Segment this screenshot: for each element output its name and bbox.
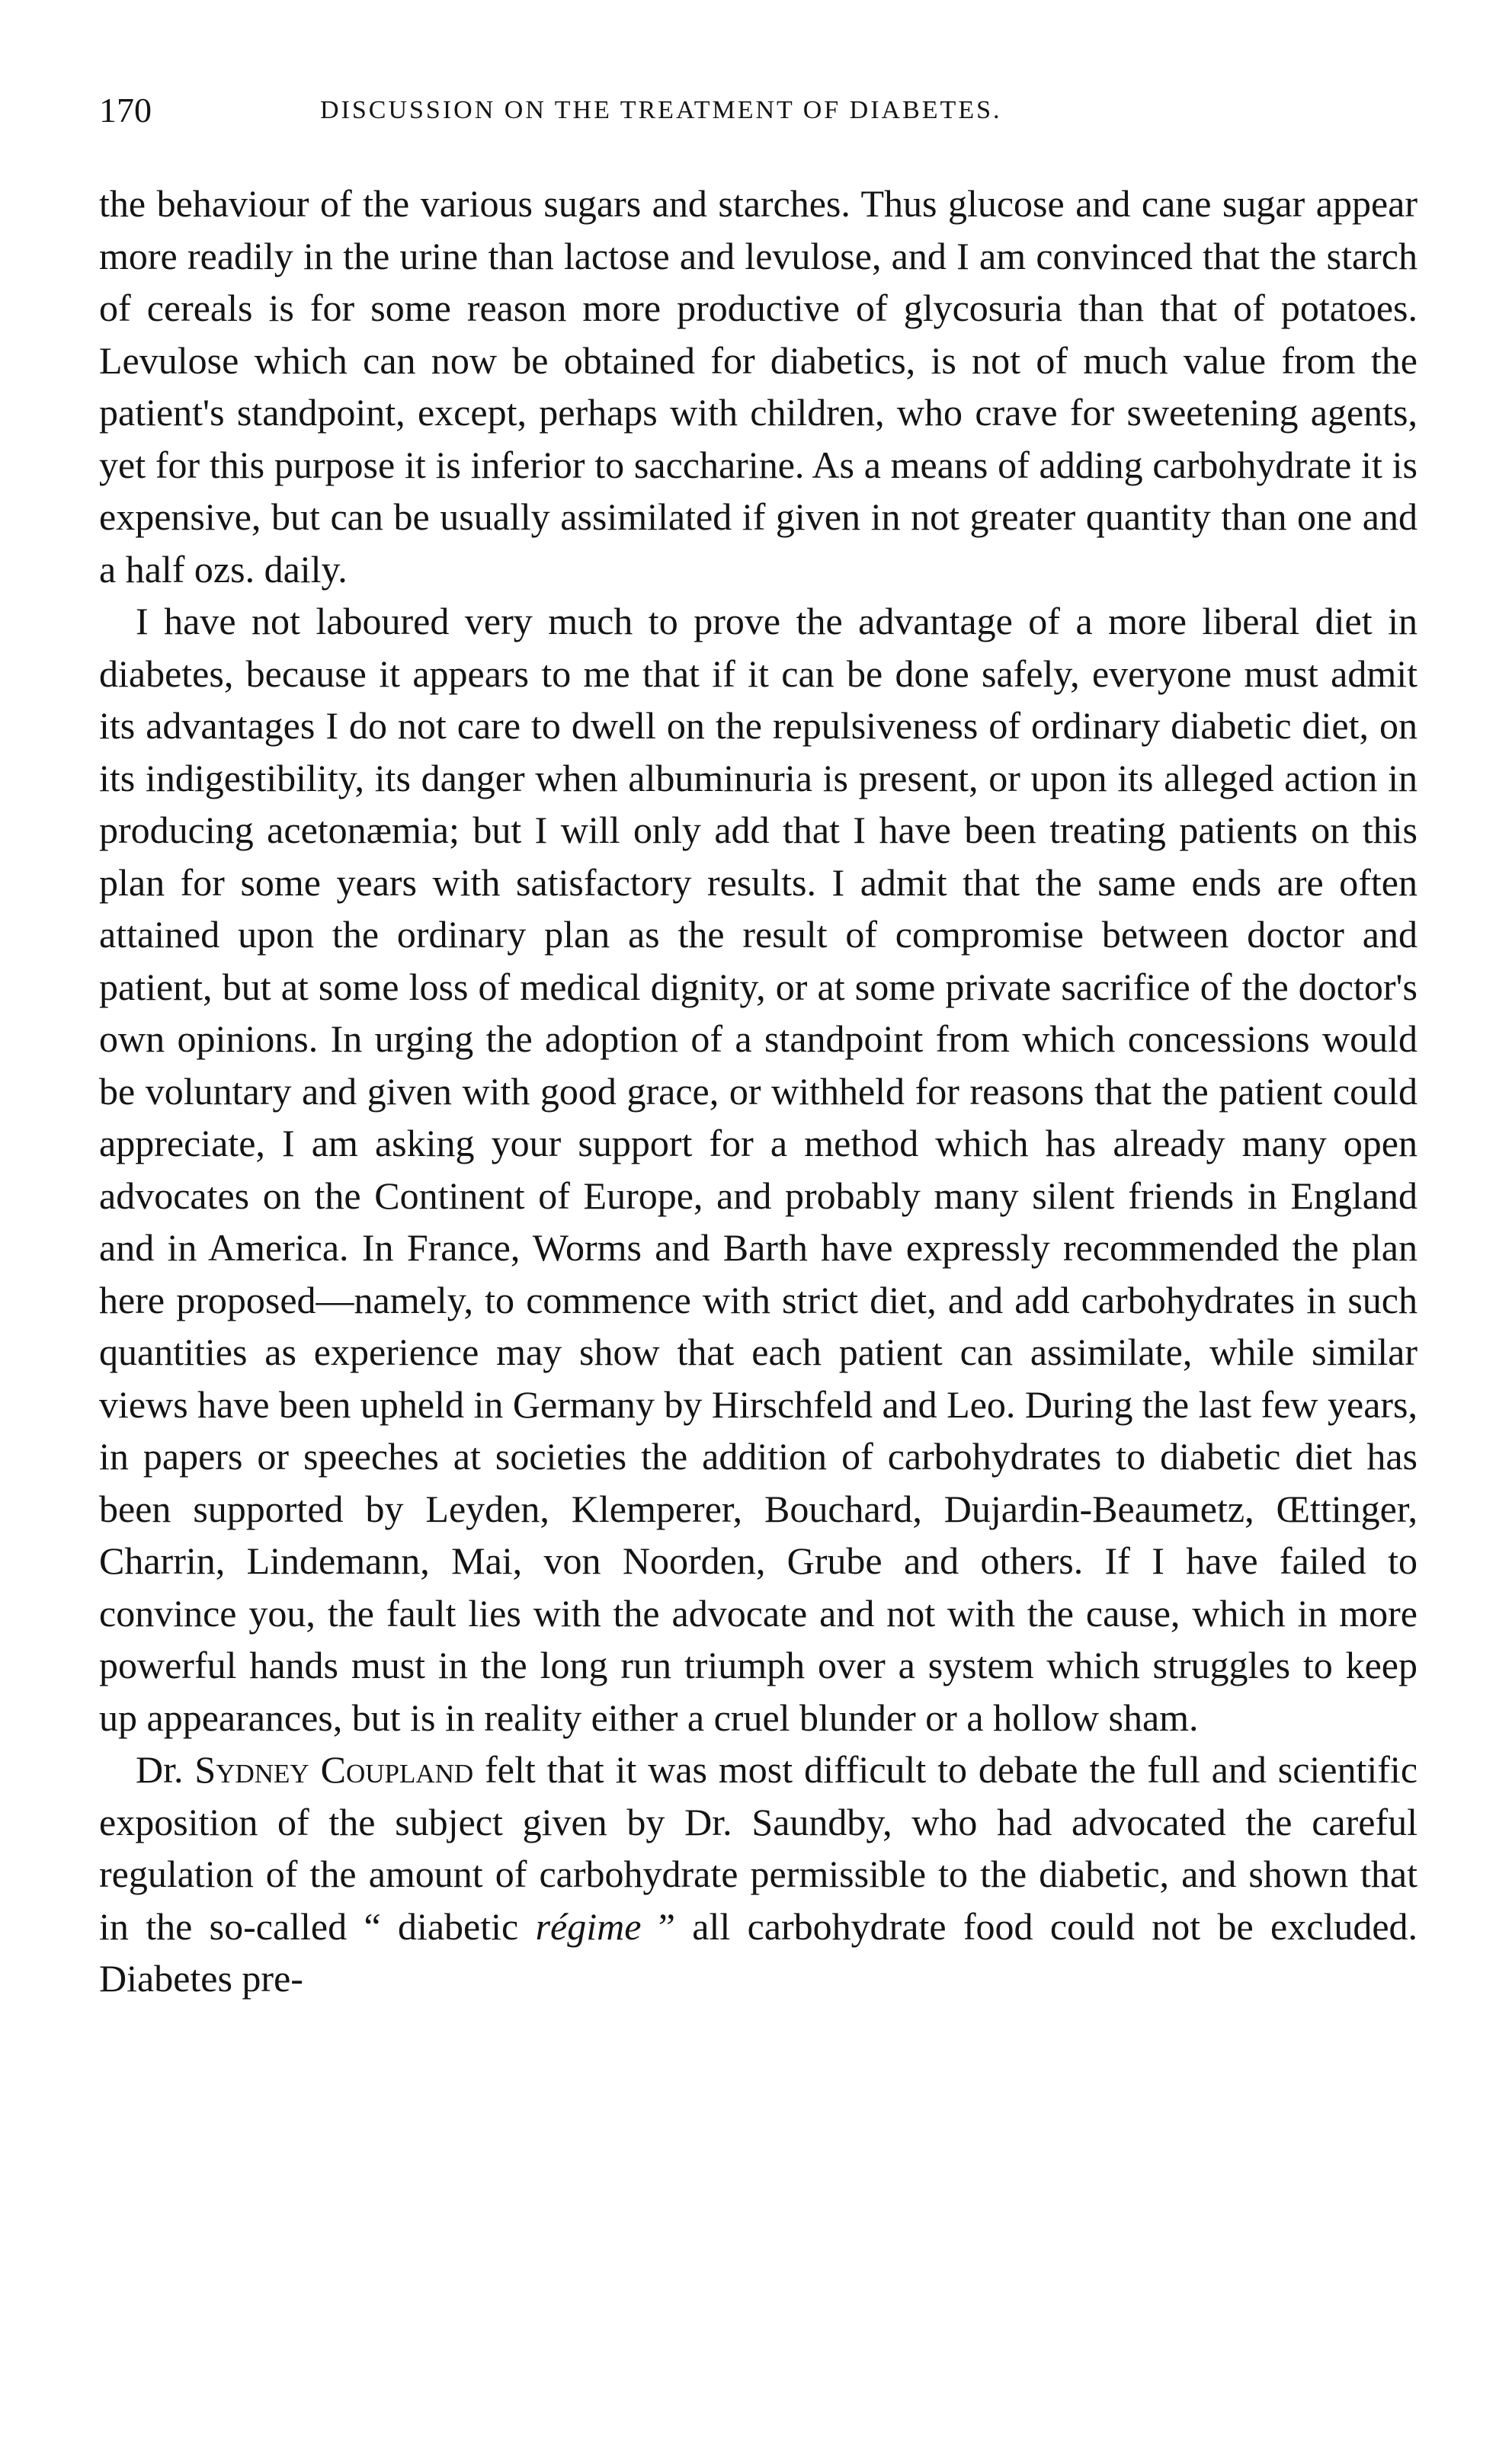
book-page (99, 80, 1418, 2005)
paragraph-3-text-b: ” all carbohydrate food could not be excluded. Diabetes pre- (99, 1904, 1418, 2000)
page-header (99, 80, 1418, 141)
body-text (99, 178, 1418, 2005)
paragraph-3-text-a: felt that it was most difficult to debate the full and scientific exposition of the subject given by Dr. Saundby, who had advocated the careful regulation of the amount of carbohydrate permissible to the diabetic, and shown that in the so-called “ diabetic (99, 1748, 1418, 1948)
running-head: DISCUSSION ON THE TREATMENT OF DIABETES. (320, 96, 1002, 124)
italic-regime: régime (535, 1904, 642, 1948)
speaker-name: Sydney Coupland (194, 1748, 474, 1791)
paragraph-3 (99, 1744, 1418, 2005)
page-number: 170 (99, 91, 152, 130)
speaker-title: Dr. (136, 1748, 184, 1791)
paragraph-2: I have not laboured very much to prove the advantage of a more liberal diet in diabetes, because it appears to me that if it can be done safely, everyone must admit its advantages I do not care to dwell on the repulsiveness of ordinary diabetic diet, on its indigestibility, its danger when albuminuria is present, or upon its alleged action in producing acetonæmia; but I will only add that I have been treating patients on this plan for some years with satisfactory results. I admit that the same ends are often attained upon the ordinary plan as the result of compromise between doctor and patient, but at some loss of medical dignity, or at some private sacrifice of the doctor's own opinions. In urging the adoption of a standpoint from which concessions would be voluntary and given with good grace, or withheld for reasons that the patient could appreciate, I am asking your support for a method which has already many open advocates on the Continent of Europe, and probably many silent friends in England and in America. In France, Worms and Barth have expressly recommended the plan here proposed—namely, to commence with strict diet, and add carbohydrates in such quantities as experience may show that each patient can assimilate, while similar views have been upheld in Germany by Hirschfeld and Leo. During the last few years, in papers or speeches at societies the addition of carbohydrates to diabetic diet has been supported by Leyden, Klemperer, Bouchard, Dujardin-Beaumetz, Œttinger, Charrin, Lindemann, Mai, von Noorden, Grube and others. If I have failed to convince you, the fault lies with the advocate and not with the cause, which in more powerful hands must in the long run triumph over a system which struggles to keep up appearances, but is in reality either a cruel blunder or a hollow sham. (99, 600, 1418, 1739)
paragraph-1: the behaviour of the various sugars and starches. Thus glucose and cane sugar appear more readily in the urine than lactose and levulose, and I am convinced that the starch of cereals is for some reason more productive of glycosuria than that of potatoes. Levulose which can now be obtained for diabetics, is not of much value from the patient's standpoint, except, perhaps with children, who crave for sweetening agents, yet for this purpose it is inferior to saccharine. As a means of adding carbohydrate it is expensive, but can be usually assimilated if given in not greater quantity than one and a half ozs. daily. (99, 182, 1418, 591)
